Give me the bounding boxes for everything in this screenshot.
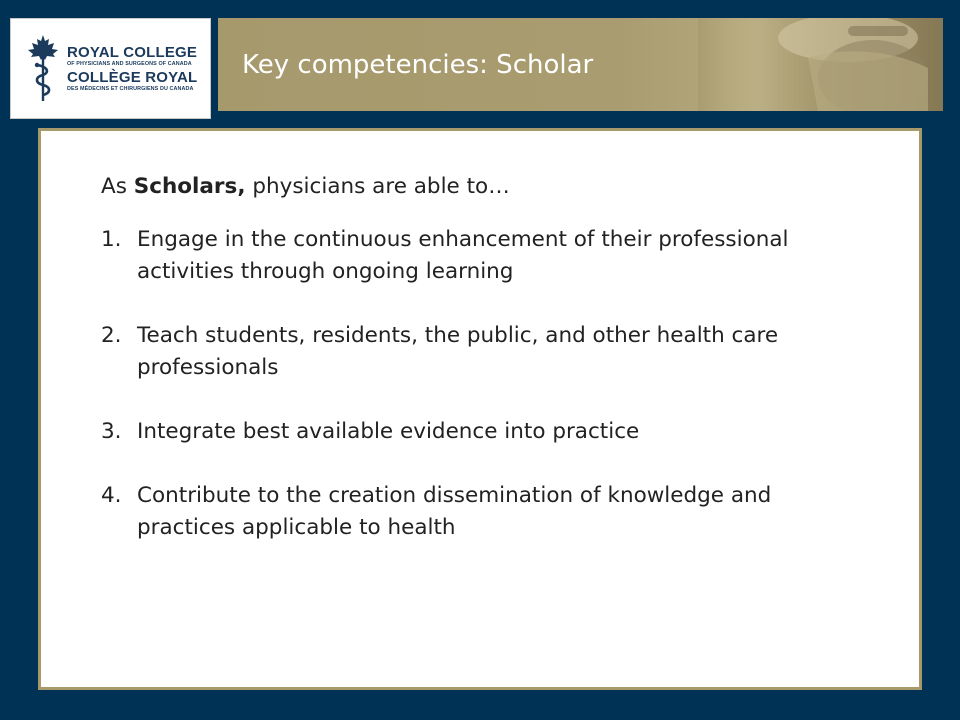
item-number: 1. <box>101 227 122 252</box>
content-frame <box>38 128 922 690</box>
competency-list <box>101 171 861 576</box>
item-number: 4. <box>101 483 122 508</box>
college-logo <box>10 18 211 119</box>
intro-prefix: As <box>101 174 134 199</box>
list-item <box>101 224 861 288</box>
slide-title: Key competencies: Scholar <box>242 50 594 80</box>
title-banner <box>218 18 943 111</box>
logo-line-3: COLLÈGE ROYAL <box>67 69 198 87</box>
list-item <box>101 416 861 448</box>
logo-line-1: ROYAL COLLEGE <box>67 44 198 61</box>
intro-bold: Scholars, <box>133 174 246 199</box>
item-number: 3. <box>101 419 122 444</box>
intro-suffix: physicians are able to… <box>245 174 510 199</box>
list-item <box>101 320 861 384</box>
logo-line-2: OF PHYSICIANS AND SURGEONS OF CANADA <box>67 61 192 67</box>
surgeon-photo <box>698 18 943 111</box>
item-number: 2. <box>101 323 122 348</box>
item-text: Engage in the continuous enhancement of their professional activities through ongoing learning <box>137 227 789 284</box>
item-text: Contribute to the creation dissemination of knowledge and practices applicable to health <box>137 483 772 540</box>
item-text: Integrate best available evidence into practice <box>137 419 640 444</box>
maple-leaf-caduceus-icon <box>25 33 61 103</box>
list-item <box>101 480 861 544</box>
logo-line-4: DES MÉDECINS ET CHIRURGIENS DU CANADA <box>67 86 194 93</box>
intro-text <box>101 171 861 203</box>
item-text: Teach students, residents, the public, and other health care professionals <box>137 323 779 380</box>
